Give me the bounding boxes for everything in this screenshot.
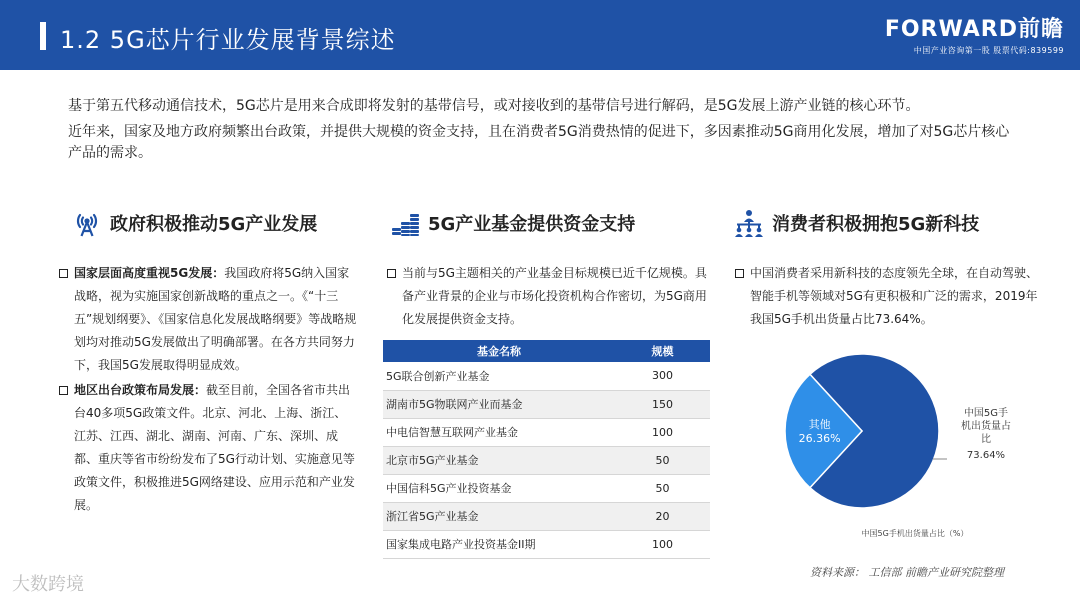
table-row bbox=[383, 446, 710, 474]
fund-size-cell: 100 bbox=[615, 418, 710, 446]
fund-name-cell: 中国信科5G产业投资基金 bbox=[383, 474, 615, 502]
title-bar-accent bbox=[40, 22, 46, 50]
fund-bullet bbox=[386, 262, 708, 331]
logo-sub-text: 中国产业咨询第一股 股票代码:839599 bbox=[913, 46, 1064, 55]
consumer-bullet bbox=[734, 262, 1044, 331]
slice-label: 机出货量占 bbox=[961, 421, 1011, 432]
intro-section bbox=[68, 96, 1018, 164]
fund-size-cell: 20 bbox=[615, 502, 710, 530]
fund-description bbox=[386, 262, 708, 331]
fund-bullet-text: 当前与5G主题相关的产业基金目标规模已近千亿规模。具备产业背景的企业与市场化投资机构合作密切，为5G商用化发展提供资金支持。 bbox=[402, 266, 707, 326]
header-banner bbox=[0, 0, 1080, 70]
pie-chart bbox=[770, 354, 1060, 544]
table-row bbox=[383, 474, 710, 502]
policy-heading bbox=[72, 205, 317, 241]
policy-bullet-national bbox=[58, 262, 358, 377]
bullet-body: 截至目前，全国各省市共出台40多项5G政策文件。北京、河北、上海、浙江、江苏、江西、湖北、湖南、河南、广东、深圳、成都、重庆等省市纷纷发布了5G行动计划、实施意见等政策文件，积极推进5G网络建设、应用示范和产业发展。 bbox=[74, 383, 355, 512]
fund-size-cell: 100 bbox=[615, 530, 710, 558]
bullet-square-icon bbox=[59, 269, 68, 278]
source-note: 资料来源： 工信部 前瞻产业研究院整理 bbox=[810, 566, 1004, 579]
fund-table bbox=[383, 340, 710, 559]
bullet-square-icon bbox=[735, 269, 744, 278]
fund-name-cell: 北京市5G产业基金 bbox=[383, 446, 615, 474]
logo bbox=[885, 12, 1064, 56]
policy-title: 政府积极推动5G产业发展 bbox=[110, 214, 318, 235]
fund-name-cell: 中电信智慧互联网产业基金 bbox=[383, 418, 615, 446]
logo-main-text: FORWARD前瞻 bbox=[884, 17, 1064, 42]
table-row bbox=[383, 390, 710, 418]
fund-name-cell: 浙江省5G产业基金 bbox=[383, 502, 615, 530]
fund-name-cell: 湖南市5G物联网产业而基金 bbox=[383, 390, 615, 418]
table-header-row bbox=[383, 340, 710, 362]
table-row bbox=[383, 530, 710, 558]
fund-size-cell: 300 bbox=[615, 362, 710, 390]
fund-heading bbox=[390, 205, 635, 241]
slice-label: 其他 bbox=[808, 418, 831, 431]
fund-size-cell: 50 bbox=[615, 446, 710, 474]
consumer-heading bbox=[734, 205, 979, 241]
fund-size-cell: 150 bbox=[615, 390, 710, 418]
watermark: 大数跨境 bbox=[12, 574, 84, 595]
antenna-icon bbox=[72, 208, 102, 238]
bullet-square-icon bbox=[387, 269, 396, 278]
consumer-title: 消费者积极拥抱5G新科技 bbox=[772, 214, 980, 235]
page-title: 1.2 5G芯片行业发展背景综述 bbox=[60, 26, 396, 54]
bullet-square-icon bbox=[59, 386, 68, 395]
slice-label: 中国5G手 bbox=[963, 408, 1009, 419]
slice-label: 比 bbox=[981, 434, 991, 445]
pie-chart-svg bbox=[770, 354, 1060, 544]
policy-bullets bbox=[58, 262, 358, 517]
bullet-heading: 地区出台政策布局发展： bbox=[74, 383, 207, 397]
table-row bbox=[383, 502, 710, 530]
table-row bbox=[383, 418, 710, 446]
slice-value: 26.36% bbox=[798, 432, 841, 445]
slice-value: 73.64% bbox=[966, 450, 1006, 461]
intro-paragraph: 基于第五代移动通信技术，5G芯片是用来合成即将发射的基带信号，或对接收到的基带信号进行解码，是5G发展上游产业链的核心环节。 bbox=[68, 98, 920, 114]
consumer-bullet-text: 中国消费者采用新科技的态度领先全球，在自动驾驶、智能手机等领域对5G有更积极和广泛的需求，2019年我国5G手机出货量占比73.64%。 bbox=[750, 266, 1039, 326]
fund-name-cell: 5G联合创新产业基金 bbox=[383, 362, 615, 390]
coins-icon bbox=[390, 208, 420, 238]
intro-paragraph: 近年来，国家及地方政府频繁出台政策，并提供大规模的资金支持，且在消费者5G消费热情的促进下，多因素推动5G商用化发展，增加了对5G芯片核心产品的需求。 bbox=[68, 124, 1010, 161]
bullet-heading: 国家层面高度重视5G发展： bbox=[74, 266, 225, 280]
fund-size-cell: 50 bbox=[615, 474, 710, 502]
table-row bbox=[383, 362, 710, 390]
fund-title: 5G产业基金提供资金支持 bbox=[428, 214, 636, 235]
fund-name-cell: 国家集成电路产业投资基金II期 bbox=[383, 530, 615, 558]
bullet-body: 我国政府将5G纳入国家战略，视为实施国家创新战略的重点之一。《“十三五”规划纲要》、《国家信息化发展战略纲要》等战略规划均对推动5G发展做出了明确部署。在各方共同努力下，我国5G发展取得明显成效。 bbox=[74, 266, 357, 372]
table-header-name: 基金名称 bbox=[383, 340, 615, 362]
chart-caption: 中国5G手机出货量占比（%） bbox=[861, 529, 969, 538]
policy-bullet-regional bbox=[58, 379, 358, 517]
people-network-icon bbox=[734, 208, 764, 238]
table-header-size: 规模 bbox=[615, 340, 710, 362]
consumer-description bbox=[734, 262, 1044, 331]
